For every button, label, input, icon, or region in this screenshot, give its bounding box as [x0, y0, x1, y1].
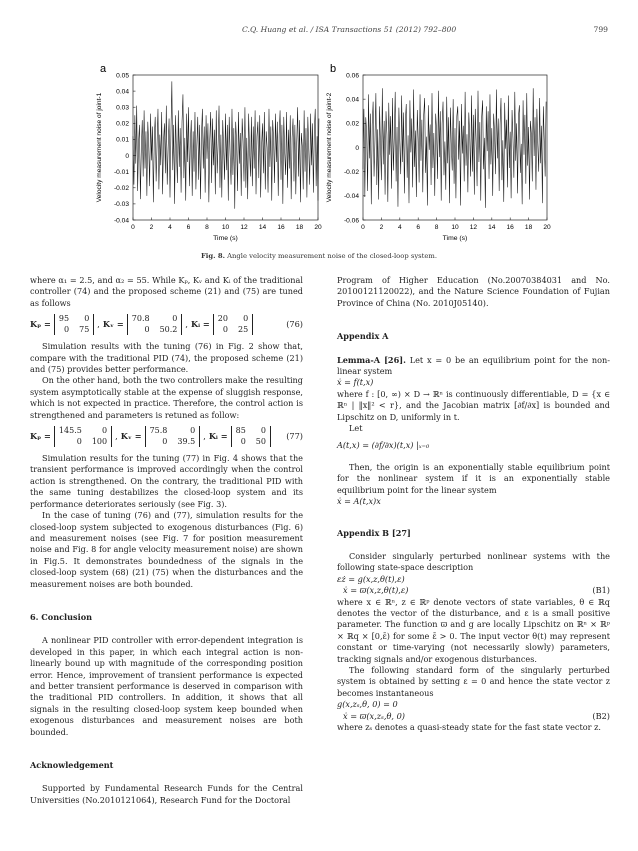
- equation: εż = g(x,z,θ(t),ε): [337, 573, 405, 584]
- section-heading: 6. Conclusion: [30, 611, 93, 622]
- kv-label: Kᵥ =: [120, 430, 142, 441]
- section-heading: Appendix B [27]: [337, 527, 411, 538]
- caption-label: Fig. 8.: [200, 252, 225, 260]
- separator: ,: [185, 319, 188, 330]
- x-tick-label: 0: [131, 224, 135, 231]
- equation-76: [30, 314, 303, 335]
- paragraph: Consider singularly perturbed nonlinear systems with the following state-space description: [337, 550, 610, 573]
- ki-label: Kᵢ =: [208, 430, 228, 441]
- plot-frame: [133, 75, 318, 220]
- left-column: [30, 275, 303, 806]
- x-tick-label: 14: [488, 224, 496, 231]
- matrix-cell: 0: [243, 314, 249, 324]
- journal-citation: C.Q. Huang et al. / ISA Transactions 51 (2012) 792–800: [242, 25, 457, 34]
- matrix-cell: 0: [162, 437, 168, 447]
- paragraph: where f : [0, ∞) × D → ℝⁿ is continuously differentiable, D = {x ∈ ℝⁿ | ‖x‖² < r}, and the Jacobian matrix [∂f/∂x] is bounded and Lipschitz on D, uniformly in t.: [337, 388, 610, 422]
- y-tick-label: -0.04: [113, 217, 129, 225]
- equation-line: ẋ = ϖ(x,zₛ,θ, 0): [343, 710, 405, 721]
- x-tick-label: 8: [434, 224, 439, 231]
- x-tick-label: 20: [543, 224, 551, 231]
- y-tick-label: -0.02: [113, 185, 129, 193]
- x-tick-label: 10: [221, 224, 230, 231]
- kv-label: Kᵥ =: [102, 319, 124, 330]
- x-tick-label: 2: [149, 224, 154, 231]
- section-heading: Acknowledgement: [30, 760, 114, 770]
- y-tick-label: -0.03: [113, 201, 129, 209]
- paragraph: On the other hand, both the two controllers make the resulting system asymptotically stable at the expense of sluggish response, which is not expected in practice. Therefore, the control action is strengthened and parameters is retuned as follow:: [30, 375, 303, 420]
- y-tick-label: 0.03: [116, 104, 129, 112]
- matrix-cell: 0: [102, 426, 108, 436]
- figure-caption: [0, 252, 638, 260]
- equation: ẋ = A(t,x)x: [337, 496, 381, 507]
- x-tick-label: 4: [168, 224, 172, 231]
- equation-number: (77): [286, 430, 303, 441]
- matrix-kv: [127, 314, 183, 335]
- paragraph: Simulation results with the tuning (76) in Fig. 2 show that, compare with the traditional PID (74), the proposed scheme (21) and (75) provides better performance.: [30, 341, 303, 375]
- y-tick-label: 0.06: [346, 72, 359, 80]
- x-tick-label: 12: [240, 224, 248, 231]
- separator: ,: [115, 430, 118, 441]
- x-tick-label: 6: [416, 224, 421, 231]
- x-tick-label: 16: [506, 224, 514, 231]
- x-axis-label: Time (s): [442, 235, 468, 242]
- x-tick-label: 14: [258, 224, 267, 231]
- matrix-cell: 0: [190, 426, 196, 436]
- y-tick-label: -0.04: [343, 193, 359, 201]
- paragraph: Supported by Fundamental Research Funds for the Central Universities (No.2010121064), Research Fund for the Doctoral: [30, 783, 303, 805]
- panel-label: a: [100, 63, 107, 75]
- lemma: [337, 355, 610, 378]
- x-tick-label: 4: [397, 224, 402, 231]
- chart-panel-b: [326, 63, 551, 242]
- x-tick-label: 20: [314, 224, 322, 231]
- y-axis-label: Velocity measurement noise of joint-1: [96, 92, 103, 203]
- page-number: 799: [593, 25, 608, 34]
- matrix-kv: [145, 426, 201, 447]
- chart-panel-a: [96, 63, 322, 242]
- x-tick-label: 12: [469, 224, 478, 231]
- equation-number: (76): [286, 319, 303, 330]
- matrix-cell: 25: [237, 325, 249, 335]
- panel-label: b: [330, 63, 337, 75]
- matrix-cell: 95: [58, 314, 70, 324]
- y-tick-label: 0.01: [116, 136, 129, 144]
- matrix-cell: 75.8: [149, 426, 168, 436]
- paragraph: Then, the origin is an exponentially stable equilibrium point for the nonlinear system if it is an exponentially stable equilibrium point for the linear system: [337, 461, 610, 495]
- kp-label: Kₚ =: [30, 430, 51, 441]
- y-tick-label: 0.04: [116, 88, 129, 96]
- y-tick-label: 0.05: [116, 72, 129, 80]
- matrix-cell: 75: [79, 325, 90, 335]
- right-column: [337, 275, 610, 733]
- equation-b1: [337, 585, 610, 596]
- section-heading: Appendix A: [337, 331, 389, 342]
- matrix-cell: 50: [255, 437, 266, 447]
- matrix-cell: 0: [260, 426, 266, 436]
- x-tick-label: 2: [379, 224, 384, 231]
- x-tick-label: 8: [205, 224, 209, 231]
- separator: ,: [203, 430, 206, 441]
- lemma-text: Let x = 0 be an equilibrium point for the non-linear system: [337, 354, 610, 377]
- y-tick-label: 0.04: [346, 96, 359, 104]
- equation: A(t,x) = (∂f/∂x)(t,x) |ₓ₌₀: [337, 440, 430, 451]
- matrix-cell: 50.2: [159, 325, 178, 335]
- equation: g(x,zₛ,θ, 0) = 0: [337, 699, 398, 710]
- equation-77: [30, 426, 303, 447]
- matrix-cell: 70.8: [131, 314, 150, 324]
- paragraph: A nonlinear PID controller with error-dependent integration is developed in this paper, in which each integral action is non-linearly bound up with magnitude of the corresponding position error. Hence, improvement of transient performance is expected and better transient performance is deserved in comparison with the traditional PID controllers. In addition, it shows that all signals in the resulting closed-loop system keep bounded when exogenous disturbances and measurement noises are both bounded.: [30, 635, 303, 737]
- equation-line: ẋ = ϖ(x,z,θ(t),ε): [343, 585, 409, 596]
- matrix-cell: 0: [144, 325, 150, 335]
- matrix-cell: 39.5: [177, 437, 196, 447]
- paragraph: The following standard form of the singularly perturbed system is obtained by setting ε = 0 and hence the state vector z becomes instantaneous: [337, 664, 610, 698]
- y-tick-label: 0.02: [346, 120, 359, 128]
- y-tick-label: -0.01: [113, 168, 129, 176]
- paragraph: Program of Higher Education (No.20070384031 and No. 20100121120022), and the Nature Science Foundation of Fujian Province of China (No. 2010J05140).: [337, 275, 610, 308]
- equation-number: (B1): [592, 585, 610, 596]
- kp-label: Kₚ =: [30, 319, 51, 330]
- y-tick-label: 0: [125, 152, 129, 160]
- x-tick-label: 18: [524, 224, 533, 231]
- y-tick-label: -0.06: [343, 217, 359, 225]
- y-axis-label: Velocity measurement noise of joint-2: [326, 92, 333, 203]
- series-line: [363, 88, 546, 208]
- equation-b2: [337, 711, 610, 722]
- matrix-cell: 100: [91, 437, 108, 447]
- matrix-kp: [54, 314, 94, 335]
- equation-number: (B2): [592, 710, 610, 721]
- y-tick-label: 0.02: [116, 120, 129, 128]
- matrix-cell: 85: [235, 426, 246, 436]
- y-tick-label: 0: [355, 144, 359, 152]
- matrix-cell: 0: [64, 325, 70, 335]
- matrix-cell: 145.5: [58, 426, 82, 436]
- matrix-cell: 0: [76, 437, 82, 447]
- matrix-cell: 0: [240, 437, 246, 447]
- matrix-kp: [54, 426, 112, 447]
- x-tick-label: 0: [361, 224, 365, 231]
- matrix-ki: [231, 426, 271, 447]
- lemma-head: Lemma-A [26].: [337, 354, 406, 365]
- separator: ,: [97, 319, 100, 330]
- matrix-cell: 0: [222, 325, 228, 335]
- matrix-cell: 0: [172, 314, 178, 324]
- x-tick-label: 18: [295, 224, 304, 231]
- paragraph: where zₛ denotes a quasi-steady state for the fast state vector z.: [337, 722, 601, 732]
- matrix-ki: [213, 314, 253, 335]
- x-tick-label: 16: [277, 224, 285, 231]
- x-axis-label: Time (s): [213, 235, 238, 242]
- paragraph: Simulation results for the tuning (77) in Fig. 4 shows that the transient performance is improved accordingly when the control action is strengthened. On the contrary, the traditional PID with the same tuning destabilizes the closed-loop system and its performance deteriorates seriously (see Fig. 3).: [30, 453, 303, 509]
- equation: ẋ = f(t,x): [337, 377, 374, 388]
- paragraph: Let: [349, 423, 363, 434]
- matrix-cell: 20: [217, 314, 228, 324]
- figure-8: [0, 0, 638, 250]
- paragraph: In the case of tuning (76) and (77), simulation results for the closed-loop system subjected to exogenous disturbances (Fig. 6) and measurement noises (see Fig. 7 for position measurement noise and Fig. 8 for angle velocity measurement noise) are shown in Fig.5. It demonstrates boundedness of the signals in the closed-loop system (68) (21) (75) when the disturbances and the measurement noises are both bounded.: [30, 510, 303, 589]
- series-line: [133, 81, 319, 208]
- ki-label: Kᵢ =: [191, 319, 210, 330]
- x-tick-label: 10: [451, 224, 459, 231]
- paragraph: where x ∈ ℝⁿ, z ∈ ℝᵖ denote vectors of state variables, θ ∈ ℝq denotes the vector of the disturbance, and ε is a small positive parameter. The function ϖ and g are locally Lipschitz on ℝⁿ × ℝᵖ × ℝq × [0,ε̄) for some ε̄ > 0. The input vector θ(t) may represent constant or time-varying (not necessarily slowly) parameters, tracking signals and/or exogenous disturbances.: [337, 596, 610, 664]
- matrix-cell: 0: [84, 314, 90, 324]
- x-tick-label: 6: [186, 224, 191, 231]
- paragraph: where α₁ = 2.5, and α₂ = 55. While Kₚ, Kᵥ and Kᵢ of the traditional controller (74) and the proposed scheme (21) and (75) are tuned as follows: [30, 275, 303, 308]
- y-tick-label: -0.02: [343, 168, 359, 176]
- caption-text: Angle velocity measurement noise of the closed-loop system.: [227, 252, 438, 260]
